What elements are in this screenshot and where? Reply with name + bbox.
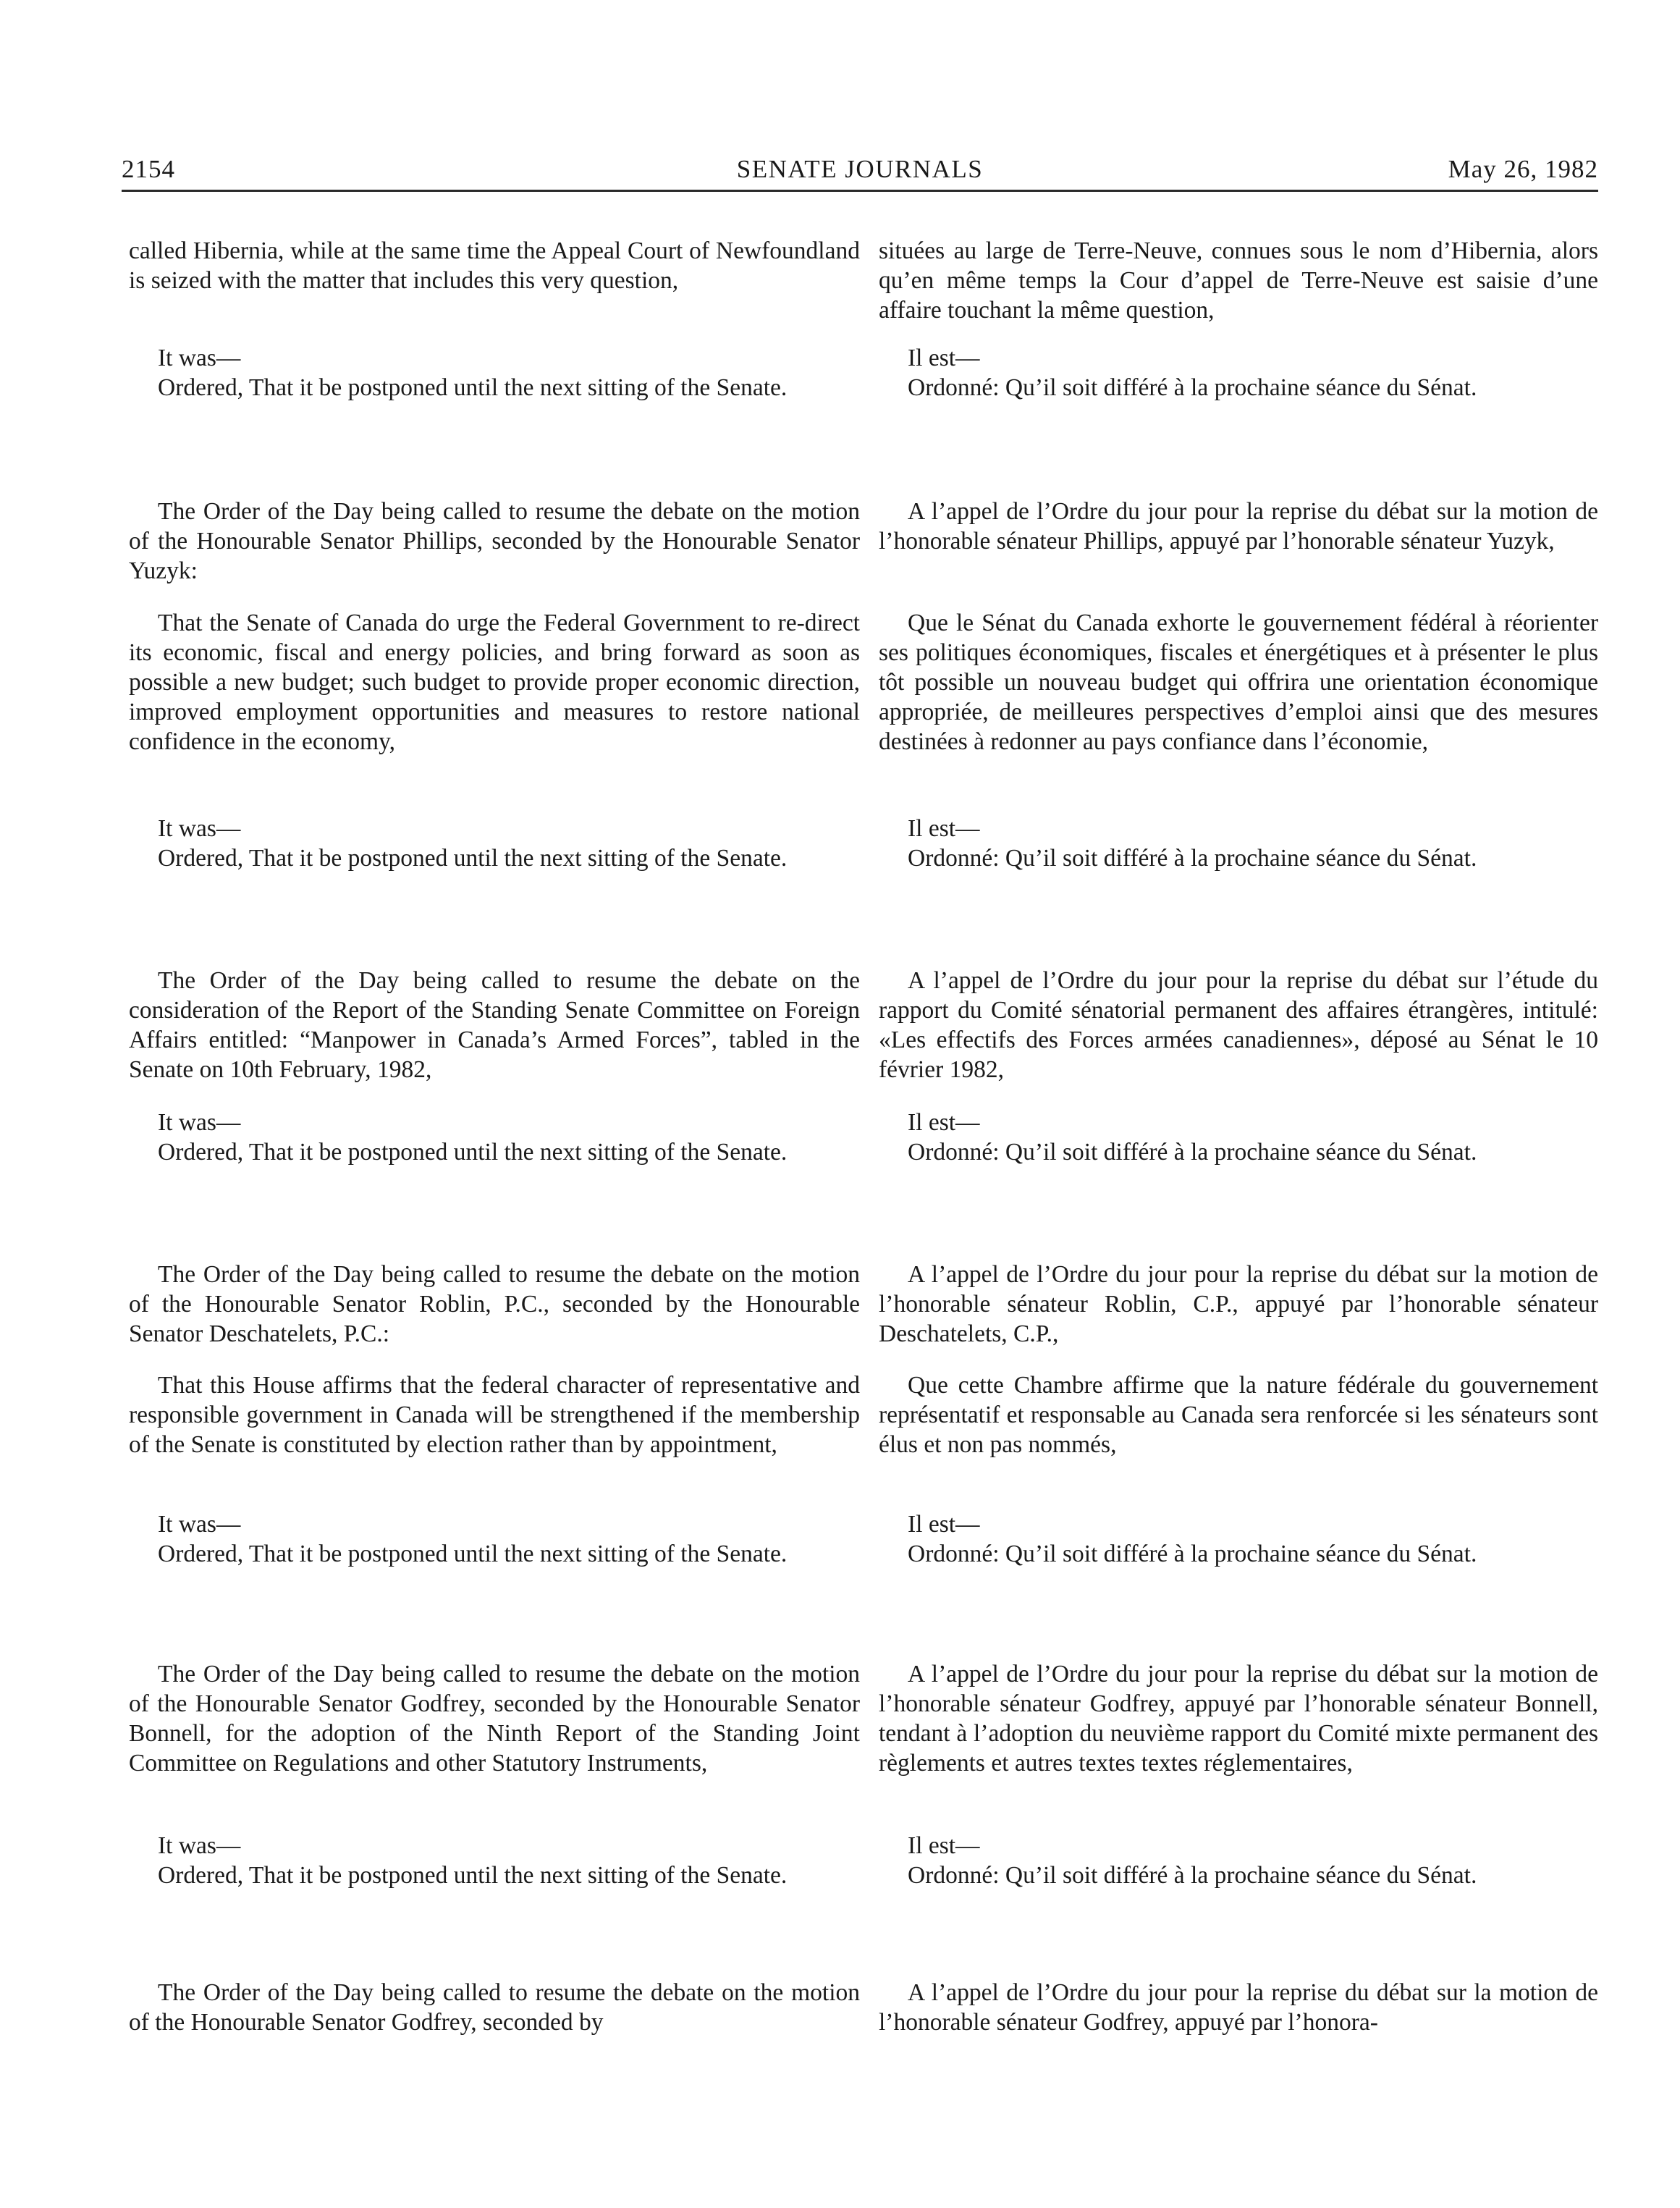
fr-il-est-2: Il est—	[908, 815, 980, 842]
journal-title: SENATE JOURNALS	[736, 155, 984, 183]
en-call-4: The Order of the Day being called to resume the debate on the motion of the Honourable Senator Godfrey, seconded by the Honourable Senator Bonnell, for the adoption of the Ninth Report of the Standing Joint Committee on Regulations and other Statutory Instruments,	[129, 1661, 860, 1777]
page-header	[122, 155, 1598, 191]
fr-motion-1: Que le Sénat du Canada exhorte le gouvernement fédéral à réorienter ses politiques économiques, fiscales et énergétiques et à présenter le plus tôt possible un nouveau budget qui offrira une orientation économique appropriée, de meilleures perspectives d’emploi ainsi que des mesures destinées à redonner au pays confiance dans l’économie,	[879, 610, 1598, 755]
fr-ordonne-3: Ordonné: Qu’il soit différé à la prochaine séance du Sénat.	[908, 1139, 1477, 1166]
en-it-was-1: It was—	[158, 345, 241, 371]
fr-ordonne-1: Ordonné: Qu’il soit différé à la prochaine séance du Sénat.	[908, 374, 1477, 401]
en-call-1: The Order of the Day being called to resume the debate on the motion of the Honourable Senator Phillips, seconded by the Honourable Senator Yuzyk:	[129, 498, 860, 584]
page-number: 2154	[122, 155, 175, 183]
fr-call-1: A l’appel de l’Ordre du jour pour la reprise du débat sur la motion de l’honorable sénateur Phillips, appuyé par l’honorable sénateur Yuzyk,	[879, 498, 1598, 555]
fr-intro: situées au large de Terre-Neuve, connues sous le nom d’Hibernia, alors qu’en même temps la Cour d’appel de Terre-Neuve est saisie d’une affaire touchant la même question,	[879, 237, 1598, 324]
fr-ordonne-5: Ordonné: Qu’il soit différé à la prochaine séance du Sénat.	[908, 1862, 1477, 1889]
en-ordered-1: Ordered, That it be postponed until the next sitting of the Senate.	[158, 374, 788, 401]
en-motion-3: That this House affirms that the federal character of representative and responsible government in Canada will be strengthened if the membership of the Senate is constituted by election rather than by appointment,	[129, 1372, 860, 1458]
en-ordered-4: Ordered, That it be postponed until the next sitting of the Senate.	[158, 1541, 788, 1567]
fr-call-5: A l’appel de l’Ordre du jour pour la reprise du débat sur la motion de l’honorable sénateur Godfrey, appuyé par l’honora-	[879, 1979, 1598, 2036]
fr-ordonne-4: Ordonné: Qu’il soit différé à la prochaine séance du Sénat.	[908, 1541, 1477, 1567]
en-it-was-5: It was—	[158, 1832, 241, 1859]
en-ordered-5: Ordered, That it be postponed until the next sitting of the Senate.	[158, 1862, 788, 1889]
fr-call-2: A l’appel de l’Ordre du jour pour la reprise du débat sur l’étude du rapport du Comité sénatorial permanent des affaires étrangères, intitulé: «Les effectifs des Forces armées canadiennes», déposé au Sénat le 10 février 1982,	[879, 967, 1598, 1083]
fr-motion-3: Que cette Chambre affirme que la nature fédérale du gouvernement représentatif et responsable au Canada sera renforcée si les sénateurs sont élus et non pas nommés,	[879, 1372, 1598, 1458]
fr-il-est-4: Il est—	[908, 1511, 980, 1538]
fr-call-4: A l’appel de l’Ordre du jour pour la reprise du débat sur la motion de l’honorable sénateur Godfrey, appuyé par l’honorable sénateur Bonnell, tendant à l’adoption du neuvième rapport du Comité mixte permanent des règlements et autres textes textes réglementaires,	[879, 1661, 1598, 1777]
en-it-was-4: It was—	[158, 1511, 241, 1538]
fr-il-est-3: Il est—	[908, 1109, 980, 1136]
en-intro: called Hibernia, while at the same time the Appeal Court of Newfoundland is seized with the matter that includes this very question,	[129, 237, 860, 294]
en-it-was-2: It was—	[158, 815, 241, 842]
en-call-3: The Order of the Day being called to resume the debate on the motion of the Honourable Senator Roblin, P.C., seconded by the Honourable Senator Deschatelets, P.C.:	[129, 1261, 860, 1347]
en-it-was-3: It was—	[158, 1109, 241, 1136]
en-ordered-2: Ordered, That it be postponed until the next sitting of the Senate.	[158, 845, 788, 872]
fr-call-3: A l’appel de l’Ordre du jour pour la reprise du débat sur la motion de l’honorable sénateur Roblin, C.P., appuyé par l’honorable sénateur Deschatelets, C.P.,	[879, 1261, 1598, 1347]
en-call-2: The Order of the Day being called to resume the debate on the consideration of the Report of the Standing Senate Committee on Foreign Affairs entitled: “Manpower in Canada’s Armed Forces”, tabled in the Senate on 10th February, 1982,	[129, 967, 860, 1083]
en-ordered-3: Ordered, That it be postponed until the next sitting of the Senate.	[158, 1139, 788, 1166]
page-date: May 26, 1982	[1448, 155, 1598, 183]
en-motion-1: That the Senate of Canada do urge the Federal Government to re-direct its economic, fiscal and energy policies, and bring forward as soon as possible a new budget; such budget to provide proper economic direction, improved employment opportunities and measures to restore national confidence in the economy,	[129, 610, 860, 755]
fr-il-est-5: Il est—	[908, 1832, 980, 1859]
en-call-5: The Order of the Day being called to resume the debate on the motion of the Honourable Senator Godfrey, seconded by	[129, 1979, 860, 2036]
fr-ordonne-2: Ordonné: Qu’il soit différé à la prochaine séance du Sénat.	[908, 845, 1477, 872]
header-rule	[122, 190, 1598, 192]
fr-il-est-1: Il est—	[908, 345, 980, 371]
